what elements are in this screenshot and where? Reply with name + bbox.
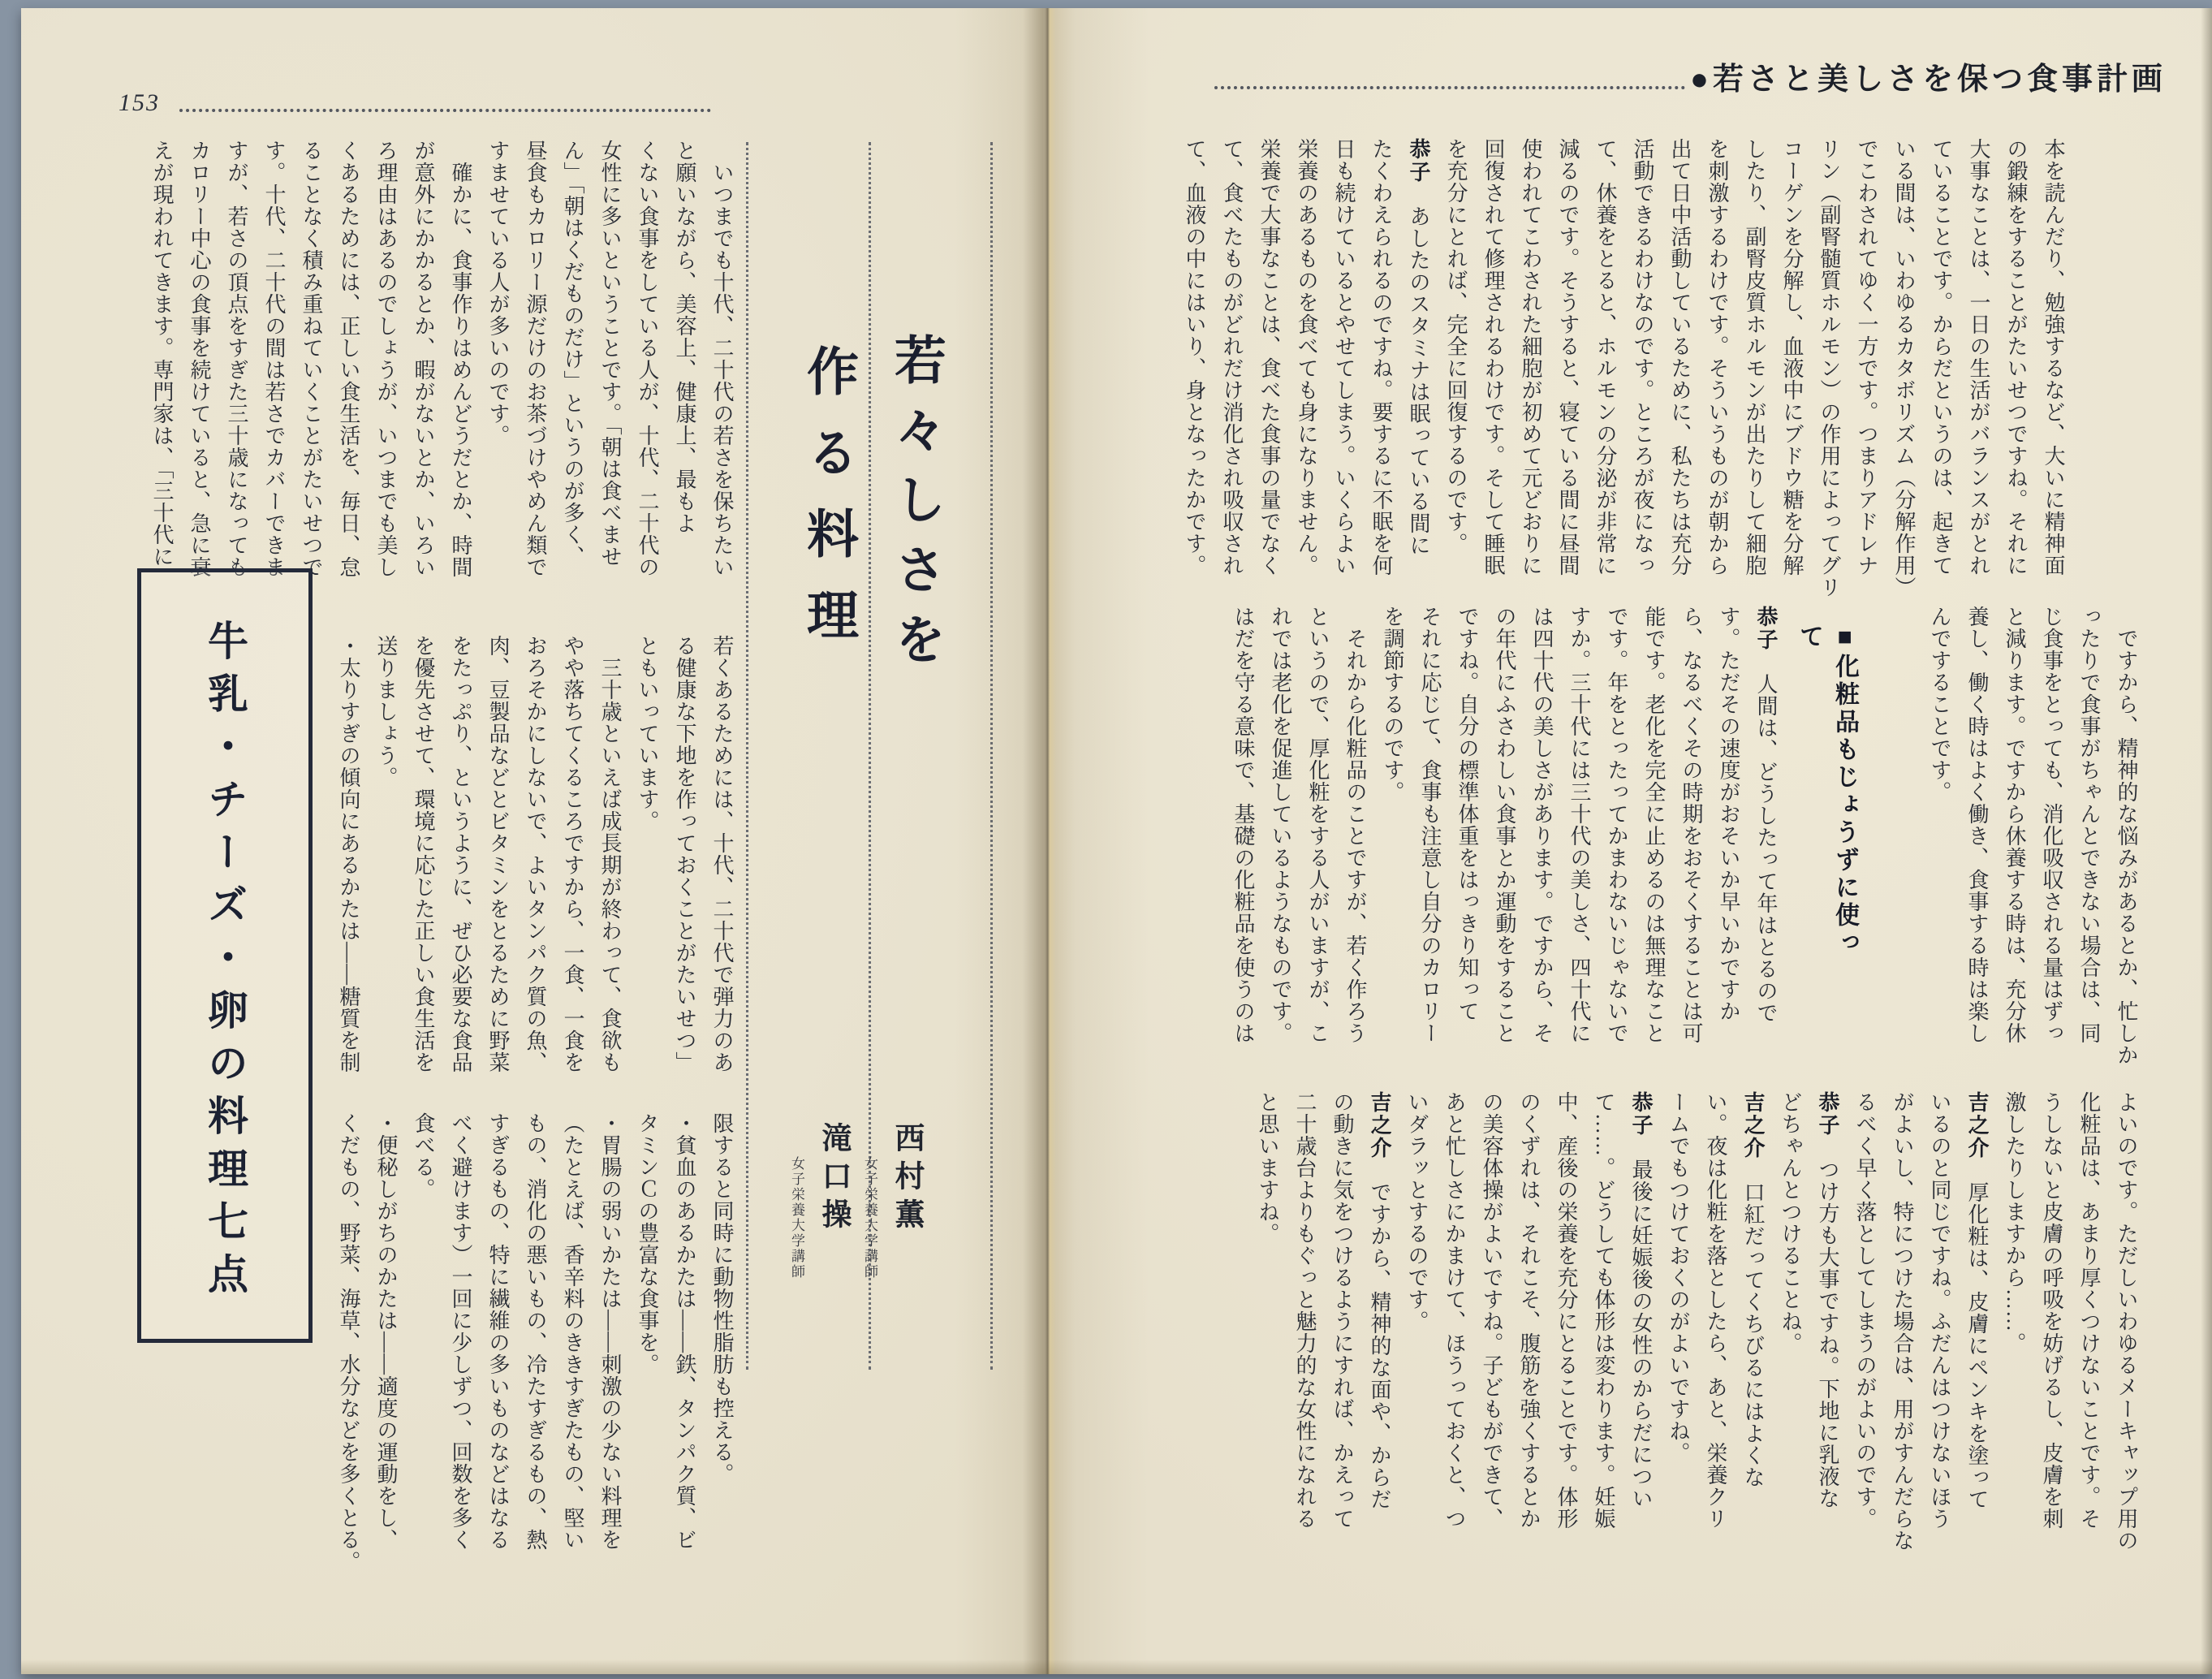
text-column: る健康な下地を作っておくことがたいせつ」 bbox=[673, 635, 696, 1073]
text-column: 恭子 最後に妊娠後の女性のからだについ bbox=[1629, 1091, 1653, 1509]
left-page-top-text-block bbox=[143, 140, 740, 578]
text-column: 養し、働く時はよく働き、食事する時は楽し bbox=[1965, 606, 1989, 1044]
text-column: あと忙しさにかまけて、ほうっておくと、つ bbox=[1442, 1091, 1466, 1530]
text-column: たくわえられるのですね。要するに不眠を何 bbox=[1369, 138, 1393, 576]
text-column: 化粧品は、あまり厚くつけないことです。そ bbox=[2077, 1091, 2101, 1530]
text-column: 吉之介 口紅だってくちびるにはよくな bbox=[1741, 1091, 1765, 1488]
text-column: です。年をとったってかまわないじゃないで bbox=[1605, 606, 1628, 1044]
speaker-name: 恭子 bbox=[1407, 138, 1430, 183]
text-column: ろ理由はあるのでしょうが、いつまでも美し bbox=[374, 140, 398, 578]
left-page-middle-text-block bbox=[330, 635, 740, 1099]
page-number: 153 bbox=[119, 89, 160, 116]
text-column: したり、副腎皮質ホルモンが出たりして細胞 bbox=[1743, 138, 1766, 576]
text-column: す。ただその速度がおそいか早いかですか bbox=[1717, 606, 1740, 1022]
authors-block bbox=[758, 1122, 929, 1382]
author-name: 西村薫 bbox=[890, 1122, 923, 1237]
text-column: 回復されて修理されるわけです。そして睡眠 bbox=[1481, 138, 1505, 576]
text-column: と減ります。ですから休養する時は、充分休 bbox=[2003, 606, 2026, 1044]
speaker-name: 吉之介 bbox=[1741, 1091, 1765, 1159]
author-affiliation: 女子栄養大学講師 bbox=[789, 1156, 804, 1280]
text-column: 日も続けているとやせてしまう。いくらよい bbox=[1332, 138, 1356, 576]
text-column: れでは老化を促進しているようなものです。 bbox=[1269, 606, 1292, 1044]
speaker-name: 吉之介 bbox=[1368, 1091, 1391, 1159]
left-page-dotted-rule bbox=[179, 109, 711, 112]
text-column: 中、産後の栄養を充分にとることです。体形 bbox=[1554, 1091, 1578, 1530]
text-column: 三十歳といえば成長期が終わって、食欲も bbox=[598, 635, 622, 1073]
text-column: 確かに、食事作りはめんどうだとか、時間 bbox=[449, 140, 472, 578]
text-column: もの、消化の悪いもの、冷たすぎるもの、熱 bbox=[524, 1112, 547, 1551]
text-column: 限すると同時に動物性脂肪も控える。 bbox=[710, 1112, 734, 1485]
text-column: 若くあるためには、十代、二十代で弾力のあ bbox=[710, 635, 734, 1073]
text-column: それから化粧品のことですが、若く作ろう bbox=[1343, 606, 1367, 1044]
text-column: を刺激するわけです。そういうものが朝から bbox=[1705, 138, 1729, 576]
text-column: 出て日中活動しているために、私たちは充分 bbox=[1668, 138, 1692, 576]
text-column: くない食事をしている人が、十代、二十代の bbox=[636, 140, 659, 578]
right-page-bottom-text-block bbox=[1248, 1091, 2145, 1560]
text-column: のくずれは、それこそ、腹筋を強くするとか bbox=[1517, 1091, 1541, 1530]
text-column: がよいし、特につけた場合は、用がすんだらな bbox=[1891, 1091, 1914, 1552]
text-column: ることなく積み重ねていくことがたいせつで bbox=[300, 140, 323, 578]
text-column: ていることです。からだというのは、起きて bbox=[1930, 138, 1953, 576]
right-page-top-text-block bbox=[1175, 138, 2072, 598]
text-column: すか。三十代には三十代の美しさ、四十代に bbox=[1567, 606, 1591, 1044]
text-column: すませている人が多いのです。 bbox=[486, 140, 510, 447]
text-column: ームでもつけておくのがよいですね。 bbox=[1667, 1091, 1690, 1464]
text-column: 送りましょう。 bbox=[374, 635, 398, 788]
text-column: を充分にとれば、完全に回復するのです。 bbox=[1444, 138, 1468, 555]
text-column: をたっぷり、というように、ぜひ必要な食品 bbox=[449, 635, 472, 1073]
text-column: 恭子 あしたのスタミナは眠っている間に bbox=[1407, 138, 1430, 556]
text-column: んですることです。 bbox=[1928, 606, 1951, 803]
text-column: 本を読んだり、勉強するなど、大いに精神面 bbox=[2042, 138, 2065, 576]
text-column: て、休養をとると、ホルモンの分泌が非常に bbox=[1593, 138, 1617, 576]
author-name: 滝口操 bbox=[817, 1122, 850, 1237]
text-column: ですね。自分の標準体重をはっきり知って bbox=[1455, 606, 1479, 1022]
text-column: ったりで食事がちゃんとできない場合は、同 bbox=[2077, 606, 2101, 1044]
text-column: 食べる。 bbox=[412, 1112, 435, 1200]
text-column: いる間は、いわゆるカタボリズム（分解作用） bbox=[1892, 138, 1916, 598]
text-column: と思いますね。 bbox=[1256, 1091, 1279, 1245]
text-column: の年代にふさわしい食事とか運動をすること bbox=[1493, 606, 1516, 1044]
sidebar-box-title: 牛乳・チーズ・卵の料理七点 bbox=[202, 619, 248, 1306]
text-column: を調節するのです。 bbox=[1381, 606, 1404, 803]
text-column: カロリー中心の食事を続けていると、急に衰 bbox=[188, 140, 211, 578]
text-column: べく避けます）一回に少しずつ、回数を多く bbox=[449, 1112, 472, 1551]
text-column: は四十代の美しさがあります。ですから、そ bbox=[1530, 606, 1554, 1044]
text-column: くあるためには、正しい食生活を、毎日、怠 bbox=[337, 140, 360, 578]
text-column: リン（副腎髄質ホルモン）の作用によってグリ bbox=[1817, 138, 1841, 598]
text-column: くだもの、野菜、海草、水分などを多くとる。 bbox=[337, 1112, 360, 1573]
text-column: 吉之介 ですから、精神的な面や、からだ bbox=[1368, 1091, 1391, 1510]
text-column: （たとえば、香辛料のききすぎたもの、堅い bbox=[561, 1112, 584, 1551]
text-column: うしないと皮膚の呼吸を妨げるし、皮膚を刺 bbox=[2040, 1091, 2063, 1530]
text-column: やや落ちてくるころですから、一食、一食を bbox=[561, 635, 584, 1073]
article-title-line-1: 若々しさを bbox=[887, 333, 945, 682]
text-column: いつまでも十代、二十代の若さを保ちたい bbox=[710, 140, 734, 578]
text-column: すが、若さの頂点をすぎた三十歳になっても bbox=[225, 140, 248, 578]
text-column: と願いながら、美容上、健康上、最もよ bbox=[673, 140, 696, 534]
speaker-name: 恭子 bbox=[1629, 1091, 1653, 1137]
text-column: どちゃんとつけることね。 bbox=[1779, 1091, 1802, 1354]
text-column: はだを守る意味で、基礎の化粧品を使うのは bbox=[1231, 606, 1255, 1044]
author-affiliation: 女子栄養大学講師 bbox=[862, 1156, 877, 1280]
text-column: ・貧血のあるかたは――鉄、タンパク質、ビ bbox=[673, 1112, 696, 1551]
text-column: ・太りすぎの傾向にあるかたは――糖質を制 bbox=[337, 635, 360, 1073]
text-column: が意外にかかるとか、暇がないとか、いろい bbox=[412, 140, 435, 578]
text-column: 肉、豆製品などとビタミンをとるために野菜 bbox=[486, 635, 510, 1073]
text-column: ともいっています。 bbox=[636, 635, 659, 832]
text-column: いダラッとするのです。 bbox=[1405, 1091, 1429, 1332]
page-bottom-edge-shadow bbox=[21, 1660, 2212, 1674]
text-column: 栄養のあるものを食べても身になりません。 bbox=[1295, 138, 1318, 576]
text-column: 女性に多いということです。「朝は食べませ bbox=[598, 140, 622, 568]
text-column: じ食事をとっても、消化吸収される量はずっ bbox=[2040, 606, 2063, 1044]
text-column: 昼食もカロリー源だけのお茶づけやめん類で bbox=[524, 140, 547, 578]
text-column: ・胃腸の弱いかたは――刺激の少ない料理を bbox=[598, 1112, 622, 1551]
article-title-line-2: 作る料理 bbox=[800, 344, 857, 669]
title-dotted-rule-right bbox=[990, 142, 993, 1370]
text-column: い。夜は化粧を落としたら、あと、栄養クリ bbox=[1704, 1091, 1727, 1530]
text-column: を優先させて、環境に応じた正しい食生活を bbox=[412, 635, 435, 1073]
magazine-spread bbox=[21, 8, 2212, 1674]
text-column: 減るのです。そうすると、寝ている間に昼間 bbox=[1556, 138, 1580, 576]
page-right-edge-shadow bbox=[2201, 8, 2212, 1674]
text-column: て、食べたものがどれだけ消化され吸収され bbox=[1220, 138, 1244, 576]
text-column: す。十代、二十代の間は若さでカバーできま bbox=[262, 140, 286, 578]
text-column: それに応じて、食事も注意し自分のカロリー bbox=[1418, 606, 1442, 1044]
text-column: ですから、精神的な悩みがあるとか、忙しか bbox=[2115, 606, 2138, 1066]
text-column: 栄養で大事なことは、食べた食事の量でなく bbox=[1257, 138, 1281, 576]
text-column: 使われてこわされた細胞が初めて元どおりに bbox=[1519, 138, 1542, 576]
text-column: 恭子 人間は、どうしたって年はとるので bbox=[1754, 606, 1778, 1024]
text-column: よいのです。ただしいわゆるメーキャップ用の bbox=[2115, 1091, 2138, 1552]
text-column: コーゲンを分解し、血液中にブドウ糖を分解 bbox=[1780, 138, 1804, 576]
text-column: タミンＣの豊富な食事を。 bbox=[636, 1112, 659, 1375]
text-column: の動きに気をつけるようにすれば、かえって bbox=[1330, 1091, 1354, 1530]
section-heading: ■化粧品もじょうずに使って bbox=[1796, 624, 1858, 957]
speaker-name: 恭子 bbox=[1816, 1091, 1839, 1137]
text-column: いるのと同じですね。ふだんはつけないほう bbox=[1928, 1091, 1951, 1530]
text-column: て……。どうしても体形は変わります。妊娠 bbox=[1592, 1091, 1615, 1530]
header-dotted-rule bbox=[1214, 86, 1685, 89]
title-dotted-rule-left bbox=[746, 142, 748, 1370]
text-column: えが現われてきます。専門家は、「三十代に bbox=[150, 140, 174, 568]
right-page-middle-text-block-left bbox=[1224, 606, 1784, 1072]
text-column: の鍛練をすることがたいせつですね。それに bbox=[2004, 138, 2028, 576]
text-column: 恭子 つけ方も大事ですね。下地に乳液な bbox=[1816, 1091, 1839, 1509]
right-page-middle-text-block-right bbox=[1921, 606, 2145, 1072]
left-page-bottom-text-block bbox=[328, 1112, 740, 1578]
text-column: 吉之介 厚化粧は、皮膚にペンキを塗って bbox=[1965, 1091, 1989, 1510]
text-column: 大事なことは、一日の生活がバランスがとれ bbox=[1967, 138, 1990, 576]
text-column: すぎるもの、特に繊維の多いものなどはなる bbox=[486, 1112, 510, 1551]
text-column: るべく早く落としてしまうのがよいのです。 bbox=[1853, 1091, 1877, 1530]
text-column: ・便秘しがちのかたは――適度の運動をし、 bbox=[374, 1112, 398, 1551]
text-column: 激したりしますから……。 bbox=[2003, 1091, 2026, 1354]
page-header-title: ●若さと美しさを保つ食事計画 bbox=[1690, 63, 2167, 97]
text-column: の美容体操がよいですね。子どもができて、 bbox=[1480, 1091, 1503, 1530]
text-column: ん」「朝はくだものだけ」というのが多く、 bbox=[561, 140, 584, 568]
text-column: ら、なるべくその時期をおそくすることは可 bbox=[1679, 606, 1703, 1044]
sidebar-box bbox=[137, 568, 313, 1343]
speaker-name: 恭子 bbox=[1754, 606, 1778, 651]
speaker-name: 吉之介 bbox=[1965, 1091, 1989, 1159]
text-column: て、血液の中にはいり、身となったかです。 bbox=[1183, 138, 1206, 576]
text-column: 二十歳台よりもぐっと魅力的な女性になれる bbox=[1293, 1091, 1317, 1530]
text-column: というので、厚化粧をする人がいますが、こ bbox=[1306, 606, 1330, 1044]
text-column: 活動できるわけなのです。ところが夜になっ bbox=[1631, 138, 1654, 576]
text-column: 能です。老化を完全に止めるのは無理なこと bbox=[1642, 606, 1666, 1044]
text-column: でこわされてゆく一方です。つまりアドレナ bbox=[1855, 138, 1878, 576]
text-column: おろそかにしないで、よいタンパク質の魚、 bbox=[524, 635, 547, 1073]
